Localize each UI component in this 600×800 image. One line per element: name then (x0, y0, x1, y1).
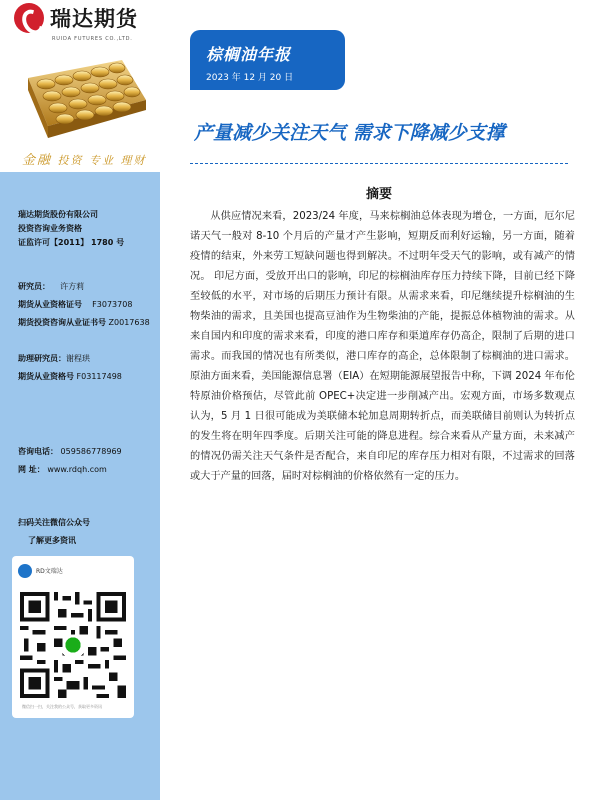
website-row: 网 址： www.rdqh.com (18, 465, 107, 474)
report-date: 2023 年 12 月 20 日 (206, 73, 294, 83)
sidebar (0, 0, 160, 800)
qr-brand-name: RD文瑞达 (36, 568, 63, 575)
logo-english-name: RUIDA FUTURES CO.,LTD. (52, 36, 133, 42)
qr-caption: 微信扫一扫，关注我的公众号，获取更多资讯 (22, 704, 102, 709)
assistant-qualification: 期货从业资格号 F03117498 (18, 372, 122, 381)
gold-ingots-image (22, 48, 150, 146)
license-number: 证监许可【2011】 1780 号 (18, 238, 125, 247)
header-divider (190, 163, 568, 164)
phone-row: 咨询电话： 059586778969 (18, 447, 122, 456)
wechat-qr-code[interactable] (20, 592, 126, 698)
report-headline: 产量减少关注天气 需求下降减少支撑 (194, 122, 505, 144)
wechat-brand-icon (18, 564, 32, 578)
ruida-logo-icon (14, 3, 44, 33)
researcher-row: 研究员： 许方莉 (18, 282, 85, 291)
company-logo (14, 0, 138, 36)
assistant-researcher-row: 助理研究员：谢程珙 (18, 354, 90, 363)
wechat-qr-card (12, 556, 134, 718)
report-type: 棕榈油年报 (206, 45, 292, 64)
abstract-body (190, 207, 575, 487)
qr-prompt-secondary: 了解更多资讯 (28, 536, 76, 545)
logo-name: 瑞达期货 (50, 7, 138, 31)
abstract-title: 摘要 (365, 187, 392, 202)
qr-prompt: 扫码关注微信公众号 (18, 518, 90, 527)
researcher-futures-qualification: 期货从业资格证号 F3073708 (18, 300, 133, 309)
researcher-consulting-certificate: 期货投资咨询从业证书号 Z0017638 (18, 318, 150, 327)
business-qualification: 投资咨询业务资格 (18, 224, 82, 233)
brand-slogan: 金融 投资 专业 理财 (22, 153, 147, 168)
abstract-paragraph: 从供应情况来看，2023/24 年度，马来棕榈油总体表现为增仓，一方面，厄尔尼诺天气一般对 8-10 个月后的产量才产生影响，短期反而利好运输，另一方面，随着疫情的结束，外来劳工短缺问题也得到解决。不过明年受天气的影响，或有减产的情况。 印尼方面，受放开出口的影响，印尼的棕榈油库存压力持续下降，目前已经下降至较低的水平，对市场的后期压力预计有限。从需求来看，印尼继续提升棕榈油的生物柴油的需求，且美国也提高豆油作为生物柴油的产能，提振总体植物油的需求。从来自国内和印度的需求来看，印度的港口库存和渠道库存仍高企，限制了后期的进口需求。而我国的情况也有所类似，港口库存的高企，总体限制了棕榈油的进口需求。原油方面来看，美国能源信息署（EIA）在短期能源展望报告中称，下调 2024 年布伦特原油价格预估，尽管此前 OPEC+决定进一步削减产出。宏观方面，市场多数观点认为，5 月 1 日很可能成为美联储本轮加息周期转折点，而美联储目前则认为转折点的发生将在明年四季度。后期关注可能的降息进程。综合来看从产量方面，未来减产的情况仍需关注天气条件是否配合，来自印尼的库存压力相对有限，不过需求的回落或大于产量的回落，届时对棕榈油的价格依然有一定的压力。 (190, 211, 575, 482)
company-name: 瑞达期货股份有限公司 (18, 210, 98, 219)
report-type-tab (190, 30, 345, 90)
